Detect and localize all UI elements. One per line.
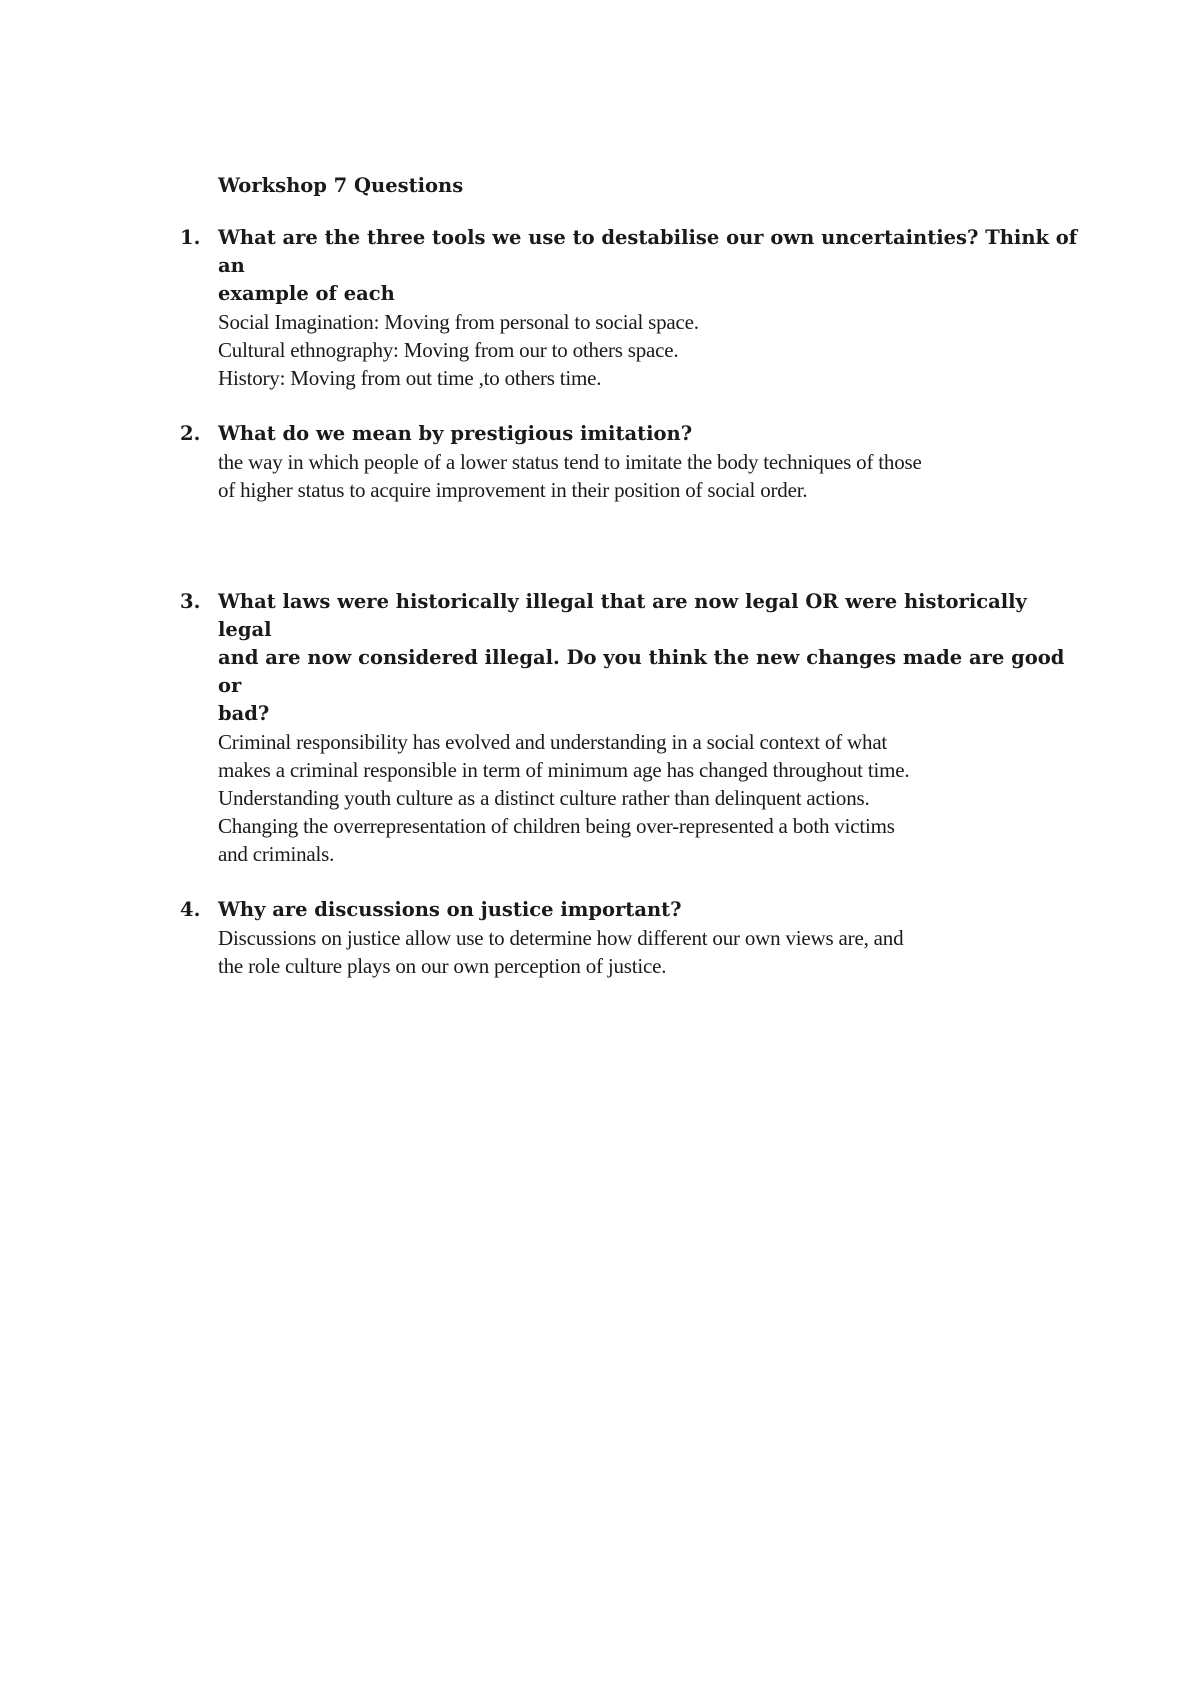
question-text-line: bad?	[218, 702, 270, 725]
answer-text-line: the way in which people of a lower status tend to imitate the body techniques of those	[218, 450, 922, 474]
answer-text-line: Cultural ethnography: Moving from our to others space.	[218, 338, 679, 362]
answer-text-line: Changing the overrepresentation of children being over-represented a both victims	[218, 814, 895, 838]
question-number: 3.	[180, 590, 201, 613]
question-number: 2.	[180, 422, 201, 445]
answer-text-line: Discussions on justice allow use to determine how different our own views are, and	[218, 926, 904, 950]
question-text-line: and are now considered illegal. Do you think the new changes made are good or	[218, 646, 1065, 697]
question-number: 1.	[180, 226, 201, 249]
question-text-line: Why are discussions on justice important?	[218, 898, 682, 921]
question-item-1	[180, 224, 1078, 392]
document-title: Workshop 7 Questions	[218, 174, 464, 197]
answer-text-line: the role culture plays on our own perception of justice.	[218, 954, 667, 978]
question-text-line: What laws were historically illegal that are now legal OR were historically legal	[218, 590, 1027, 641]
question-item-2	[180, 420, 1078, 504]
answer-text-line: History: Moving from out time ,to others time.	[218, 366, 602, 390]
answer-text-line: makes a criminal responsible in term of minimum age has changed throughout time.	[218, 758, 910, 782]
answer-text-line: Understanding youth culture as a distinct culture rather than delinquent actions.	[218, 786, 870, 810]
question-text-line: What do we mean by prestigious imitation?	[218, 422, 693, 445]
document-body	[180, 172, 1078, 980]
question-item-3	[180, 588, 1078, 868]
answer-text-line: and criminals.	[218, 842, 335, 866]
answer-text-line: Social Imagination: Moving from personal to social space.	[218, 310, 699, 334]
question-item-4	[180, 896, 1078, 980]
question-text-line: What are the three tools we use to destabilise our own uncertainties? Think of an	[218, 226, 1078, 277]
answer-text-line: Criminal responsibility has evolved and understanding in a social context of what	[218, 730, 888, 754]
question-number: 4.	[180, 898, 201, 921]
answer-text-line: of higher status to acquire improvement in their position of social order.	[218, 478, 808, 502]
question-text-line: example of each	[218, 282, 395, 305]
